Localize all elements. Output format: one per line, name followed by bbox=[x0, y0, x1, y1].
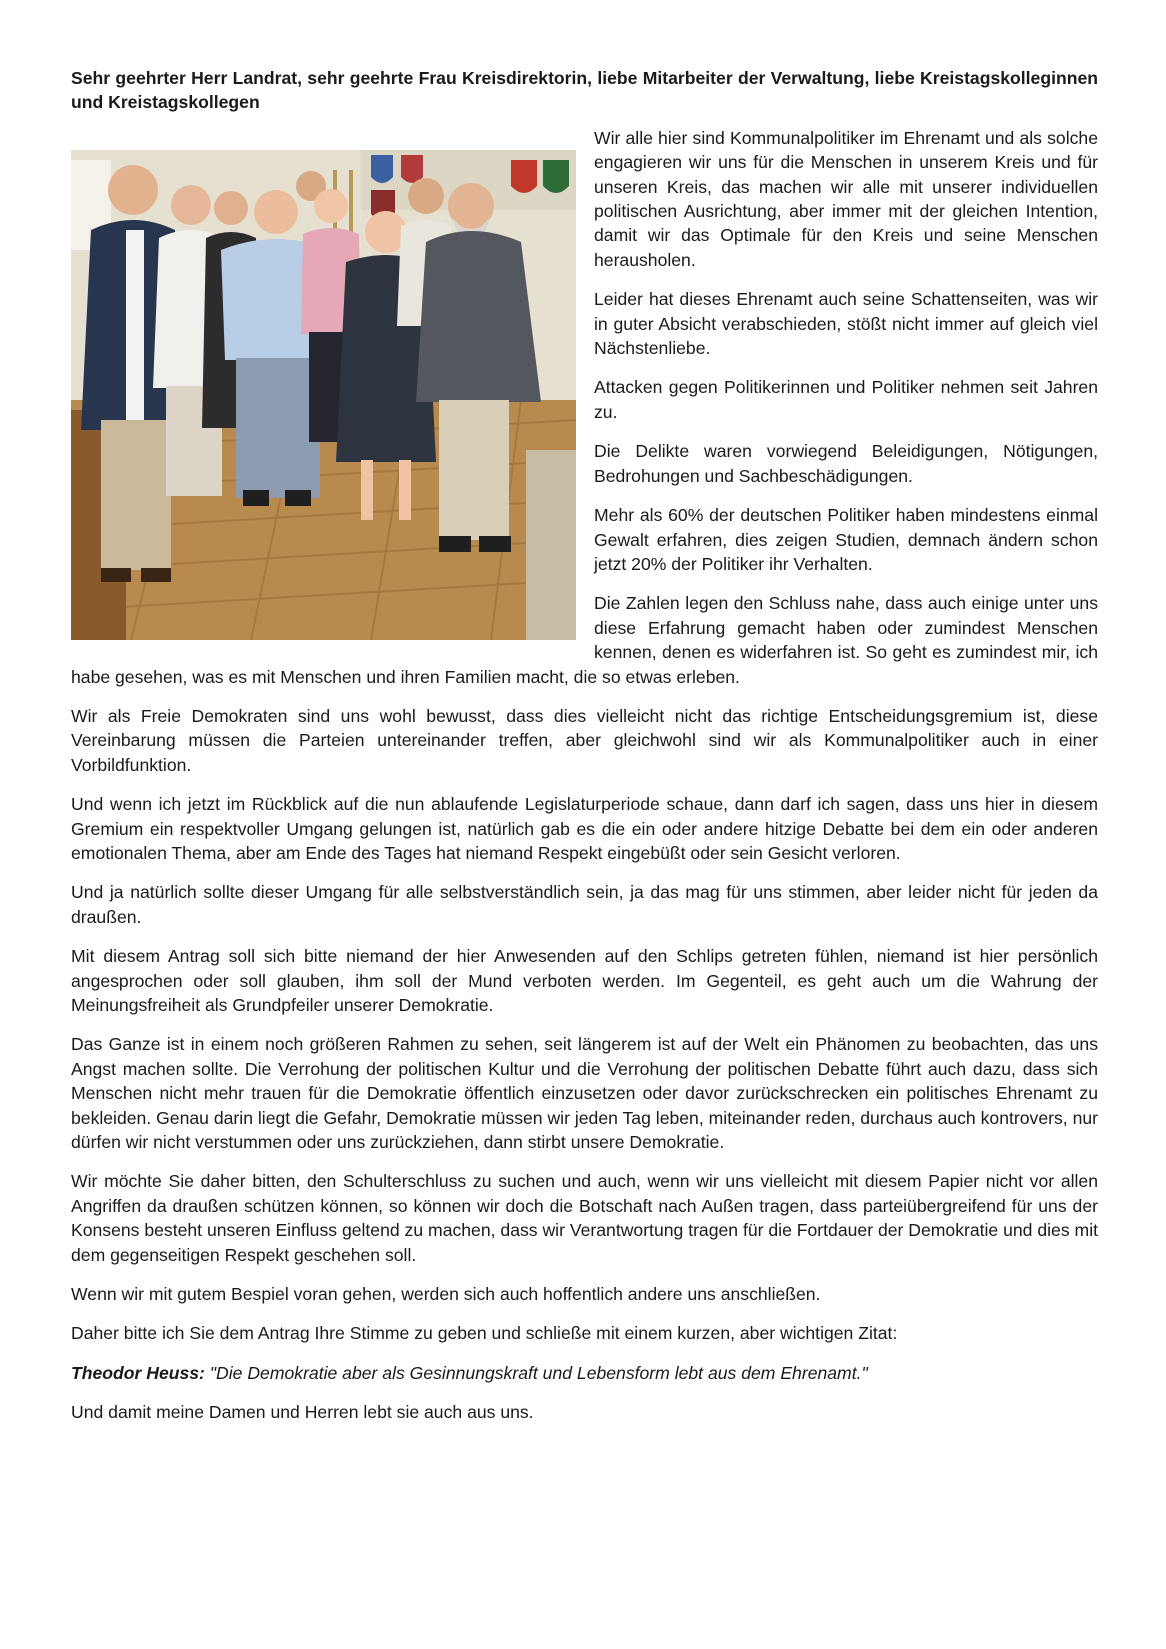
paragraph: Mit diesem Antrag soll sich bitte niemand der hier Anwesenden auf den Schlips getreten fühlen, niemand ist hier persönlich angesprochen oder soll glauben, ihm soll der Mund verboten werden. Im Gegenteil, es geht auch um die Wahrung der Meinungsfreiheit als Grundpfeiler unserer Demokratie. bbox=[71, 946, 1098, 1015]
quote-text: "Die Demokratie aber als Gesinnungskraft und Lebensform lebt aus dem Ehrenamt." bbox=[204, 1362, 868, 1383]
paragraph: Wenn wir mit gutem Bespiel voran gehen, werden sich auch hoffentlich andere uns anschließen. bbox=[71, 1284, 821, 1305]
salutation: Sehr geehrter Herr Landrat, sehr geehrte Frau Kreisdirektorin, liebe Mitarbeiter der Verwaltung, liebe Kreistagskolleginnen und Kreistagskollegen bbox=[71, 68, 1098, 113]
paragraph: Wir möchte Sie daher bitten, den Schulterschluss zu suchen und auch, wenn wir uns vielleicht mit diesem Papier nicht vor allen Angriffen da draußen schützen können, so können wir doch die Botschaft nach Außen tragen, dass parteiübergreifend für uns der Konsens besteht unseren Einfluss geltend zu machen, dass wir Verantwortung tragen für die Fortdauer der Demokratie und dies mit dem gegenseitigen Respekt geschehen soll. bbox=[71, 1171, 1098, 1265]
closing-line: Und damit meine Damen und Herren lebt sie auch aus uns. bbox=[71, 1402, 534, 1423]
quote-author: Theodor Heuss: bbox=[71, 1362, 205, 1383]
paragraph: Attacken gegen Politikerinnen und Politiker nehmen seit Jahren zu. bbox=[594, 377, 1098, 422]
paragraph: Und wenn ich jetzt im Rückblick auf die nun ablaufende Legislaturperiode schaue, dann darf ich sagen, dass uns hier in diesem Gremium ein respektvoller Umgang gelungen ist, natürlich gab es die ein oder andere hitzige Debatte bei dem ein oder anderen emotionalen Thema, aber am Ende des Tages hat niemand Respekt eingebüßt oder sein Gesicht verloren. bbox=[71, 794, 1098, 863]
group-photo bbox=[71, 150, 576, 640]
paragraph: Wir alle hier sind Kommunalpolitiker im Ehrenamt und als solche engagieren wir uns für die Menschen in unserem Kreis und für unseren Kreis, das machen wir alle mit unserer individuellen politischen Ausrichtung, aber immer mit der gleichen Intention, damit wir das Optimale für den Kreis und seine Menschen herausholen. bbox=[594, 127, 1098, 270]
paragraph: Leider hat dieses Ehrenamt auch seine Schattenseiten, was wir in guter Absicht verabschieden, stößt nicht immer auf gleich viel Nächstenliebe. bbox=[594, 289, 1098, 359]
group-photo-illustration bbox=[71, 150, 576, 640]
paragraph: Die Zahlen legen den Schluss nahe, dass auch einige unter uns diese Erfahrung gemacht haben oder zumindest Menschen kennen, denen es widerfahren ist. So geht es zumindest mir, ich habe gesehen, was es mit Menschen und ihren Familien macht, die so etwas erleben. bbox=[71, 593, 1098, 687]
paragraph: Mehr als 60% der deutschen Politiker haben mindestens einmal Gewalt erfahren, dies zeigen Studien, demnach ändern schon jetzt 20% der Politiker ihr Verhalten. bbox=[594, 505, 1098, 574]
paragraph: Daher bitte ich Sie dem Antrag Ihre Stimme zu geben und schließe mit einem kurzen, aber wichtigen Zitat: bbox=[71, 1323, 898, 1344]
paragraph: Wir als Freie Demokraten sind uns wohl bewusst, dass dies vielleicht nicht das richtige Entscheidungsgremium ist, diese Vereinbarung müssen die Parteien untereinander treffen, aber gleichwohl sind wir als Kommunalpolitiker auch in einer Vorbildfunktion. bbox=[71, 705, 1098, 775]
paragraph: Das Ganze ist in einem noch größeren Rahmen zu sehen, seit längerem ist auf der Welt ein Phänomen zu beobachten, das uns Angst machen sollte. Die Verrohung der politischen Kultur und die Verrohung der politischen Debatte führt auch dazu, dass sich Menschen nicht mehr trauen für die Demokratie öffentlich einzusetzen oder davor zurückschrecken ein politisches Ehrenamt zu bekleiden. Genau darin liegt die Gefahr, Demokratie müssen wir jeden Tag leben, miteinander reden, durchaus auch kontrovers, nur dürfen wir nicht verstummen oder uns zurückziehen, dann stirbt unsere Demokratie. bbox=[71, 1034, 1098, 1153]
quote bbox=[71, 1361, 1098, 1385]
paragraph: Und ja natürlich sollte dieser Umgang für alle selbstverständlich sein, ja das mag für uns stimmen, aber leider nicht für jeden da draußen. bbox=[71, 882, 1098, 927]
paragraph: Die Delikte waren vorwiegend Beleidigungen, Nötigungen, Bedrohungen und Sachbeschädigungen. bbox=[594, 441, 1098, 486]
